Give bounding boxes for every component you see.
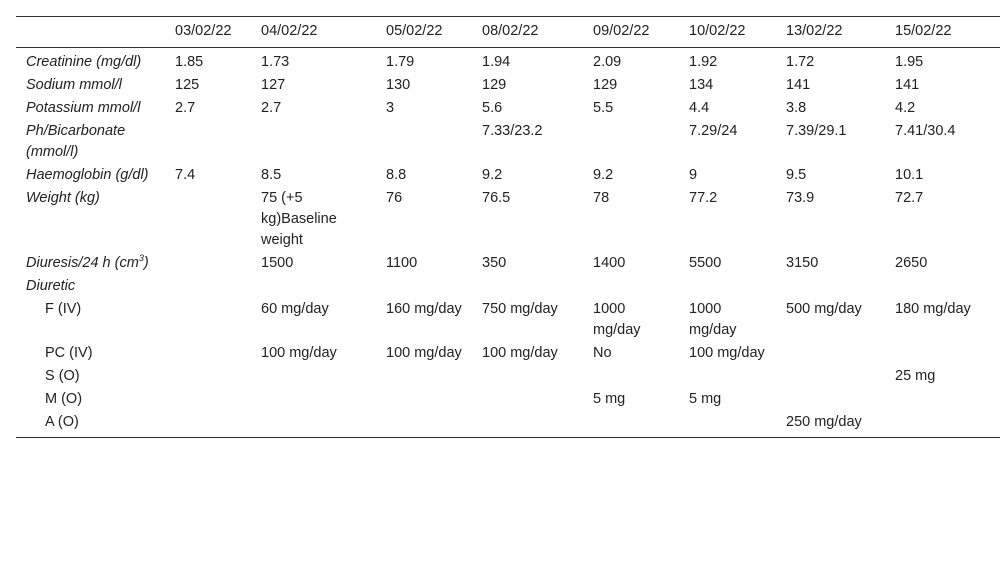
table-cell: 1.94 (482, 54, 511, 70)
table-cell: 500 mg/day (786, 301, 862, 317)
table-cell (776, 365, 885, 388)
row-label (16, 120, 165, 164)
table-cell (251, 275, 376, 298)
table-row (16, 164, 1000, 187)
table-cell: 3150 (786, 255, 819, 271)
table-cell (165, 365, 251, 388)
table-cell: 77.2 (689, 190, 718, 206)
table-cell: 5.5 (593, 100, 614, 116)
table-cell (165, 252, 251, 275)
table-cell: 1.92 (689, 54, 718, 70)
table-cell (251, 388, 376, 411)
table-cell (165, 187, 251, 252)
row-label-suffix: ) (143, 255, 149, 271)
row-label (16, 48, 165, 75)
table-row (16, 342, 1000, 365)
table-cell (776, 275, 885, 298)
table-cell (885, 411, 1000, 438)
row-label-text: F (IV) (45, 301, 82, 317)
row-label-text: Sodium mmol/l (26, 77, 122, 93)
table-cell (472, 365, 583, 388)
header-row (16, 17, 1000, 48)
table-cell: 5500 (689, 255, 722, 271)
header-cell-date: 10/02/22 (689, 23, 746, 39)
table-cell: 1000 mg/day (689, 301, 737, 338)
row-label-superscript: 3 (138, 253, 144, 264)
table-cell: 10.1 (895, 167, 924, 183)
table-cell: 72.7 (895, 190, 924, 206)
table-row (16, 48, 1000, 75)
table-row (16, 365, 1000, 388)
row-label-text: Weight (kg) (26, 190, 100, 206)
table-cell: 1000 mg/day (593, 301, 641, 338)
table-cell: 5.6 (482, 100, 503, 116)
row-label-text: S (O) (45, 368, 80, 384)
table-row (16, 275, 1000, 298)
table-cell (251, 120, 376, 164)
row-label-text: M (O) (45, 391, 83, 407)
row-label (16, 74, 165, 97)
row-label (16, 252, 165, 275)
header-cell-date: 15/02/22 (895, 23, 952, 39)
table-cell (376, 411, 472, 438)
table-row (16, 252, 1000, 275)
header-cell-date: 04/02/22 (261, 23, 318, 39)
table-cell (679, 411, 776, 438)
table-cell: 7.41/30.4 (895, 123, 956, 139)
table-cell (679, 365, 776, 388)
row-label-text: Haemoglobin (g/dl) (26, 167, 149, 183)
table-cell (165, 342, 251, 365)
table-cell: 1.72 (786, 54, 815, 70)
table-cell: 180 mg/day (895, 301, 971, 317)
table-cell: 100 mg/day (386, 345, 462, 361)
table-cell: 1.85 (175, 54, 204, 70)
table-cell (165, 120, 251, 164)
table-cell (885, 342, 1000, 365)
table-cell (776, 342, 885, 365)
header-cell-date: 08/02/22 (482, 23, 539, 39)
table-cell (165, 388, 251, 411)
table-cell: 25 mg (895, 368, 936, 384)
row-label (16, 97, 165, 120)
table-cell: 125 (175, 77, 200, 93)
row-label-text: Ph/Bicarbonate (mmol/l) (26, 123, 126, 160)
table-cell (472, 275, 583, 298)
table-cell: 134 (689, 77, 714, 93)
table-cell (583, 411, 679, 438)
table-cell (885, 275, 1000, 298)
table-cell: 100 mg/day (261, 345, 337, 361)
table-cell: 9.2 (482, 167, 503, 183)
table-cell: 8.5 (261, 167, 282, 183)
row-label (16, 365, 165, 388)
table-cell (251, 411, 376, 438)
table-cell: 8.8 (386, 167, 407, 183)
table-cell: 250 mg/day (786, 414, 862, 430)
table-cell: 2.7 (175, 100, 196, 116)
table-cell (376, 275, 472, 298)
table-cell: 1.79 (386, 54, 415, 70)
table-cell: 2650 (895, 255, 928, 271)
table-cell (885, 388, 1000, 411)
row-label-text: A (O) (45, 414, 79, 430)
table-row (16, 74, 1000, 97)
row-label-text: Potassium mmol/l (26, 100, 141, 116)
table-cell: 750 mg/day (482, 301, 558, 317)
table-cell (776, 388, 885, 411)
table-row (16, 298, 1000, 342)
header-cell-label (16, 17, 165, 48)
table-cell: 129 (593, 77, 618, 93)
table-cell: 5 mg (689, 391, 722, 407)
table-cell: 5 mg (593, 391, 626, 407)
row-label (16, 388, 165, 411)
header-cell-date: 13/02/22 (786, 23, 843, 39)
table-cell (376, 388, 472, 411)
table-cell: 129 (482, 77, 507, 93)
table-row (16, 187, 1000, 252)
table-row (16, 120, 1000, 164)
table-cell: 1.95 (895, 54, 924, 70)
table-cell: 141 (786, 77, 811, 93)
table-cell: 76 (386, 190, 403, 206)
header-cell-date: 05/02/22 (386, 23, 443, 39)
table-cell (165, 275, 251, 298)
table-cell: 127 (261, 77, 286, 93)
table-cell: 9.2 (593, 167, 614, 183)
table-cell: 78 (593, 190, 610, 206)
table-cell: 1100 (386, 255, 418, 271)
table-cell: 4.2 (895, 100, 916, 116)
table-cell (583, 120, 679, 164)
row-label (16, 342, 165, 365)
table-cell: 100 mg/day (482, 345, 558, 361)
table-row (16, 388, 1000, 411)
table-cell: 350 (482, 255, 507, 271)
table-cell: 1.73 (261, 54, 290, 70)
table-cell (165, 298, 251, 342)
table-cell: 1400 (593, 255, 626, 271)
table-cell: 9.5 (786, 167, 807, 183)
table-cell: 73.9 (786, 190, 815, 206)
table-cell: 3.8 (786, 100, 807, 116)
row-label-text: Creatinine (mg/dl) (26, 54, 142, 70)
table-cell: 7.29/24 (689, 123, 738, 139)
row-label (16, 187, 165, 252)
table-cell (583, 365, 679, 388)
table-cell: 7.39/29.1 (786, 123, 847, 139)
row-label-text: PC (IV) (45, 345, 93, 361)
header-cell-date: 03/02/22 (175, 23, 232, 39)
table-cell: 7.33/23.2 (482, 123, 543, 139)
lab-values-table (16, 16, 1000, 438)
table-cell: 1500 (261, 255, 294, 271)
row-label (16, 275, 165, 298)
table-cell: 60 mg/day (261, 301, 329, 317)
table-cell: 3 (386, 100, 395, 116)
table-cell: 100 mg/day (689, 345, 765, 361)
table-cell (679, 275, 776, 298)
table-cell: 7.4 (175, 167, 196, 183)
row-label-text: Diuretic (26, 278, 76, 294)
table-cell (165, 411, 251, 438)
row-label (16, 411, 165, 438)
table-cell (251, 365, 376, 388)
lab-table-container (16, 16, 1000, 438)
table-cell (376, 120, 472, 164)
table-cell (472, 411, 583, 438)
table-cell: 9 (689, 167, 698, 183)
table-cell: 2.7 (261, 100, 282, 116)
header-cell-date: 09/02/22 (593, 23, 650, 39)
table-body (16, 48, 1000, 438)
table-cell: No (593, 345, 612, 361)
row-label (16, 298, 165, 342)
table-cell (472, 388, 583, 411)
table-cell: 76.5 (482, 190, 511, 206)
row-label-text: Diuresis/24 h (cm (26, 255, 139, 271)
table-cell (376, 365, 472, 388)
row-label (16, 164, 165, 187)
table-cell: 2.09 (593, 54, 622, 70)
table-cell (583, 275, 679, 298)
table-cell: 4.4 (689, 100, 710, 116)
table-row (16, 97, 1000, 120)
table-cell: 160 mg/day (386, 301, 462, 317)
table-cell: 75 (+5 kg)Baseline weight (261, 190, 337, 248)
table-cell: 130 (386, 77, 411, 93)
table-row (16, 411, 1000, 438)
table-cell: 141 (895, 77, 920, 93)
